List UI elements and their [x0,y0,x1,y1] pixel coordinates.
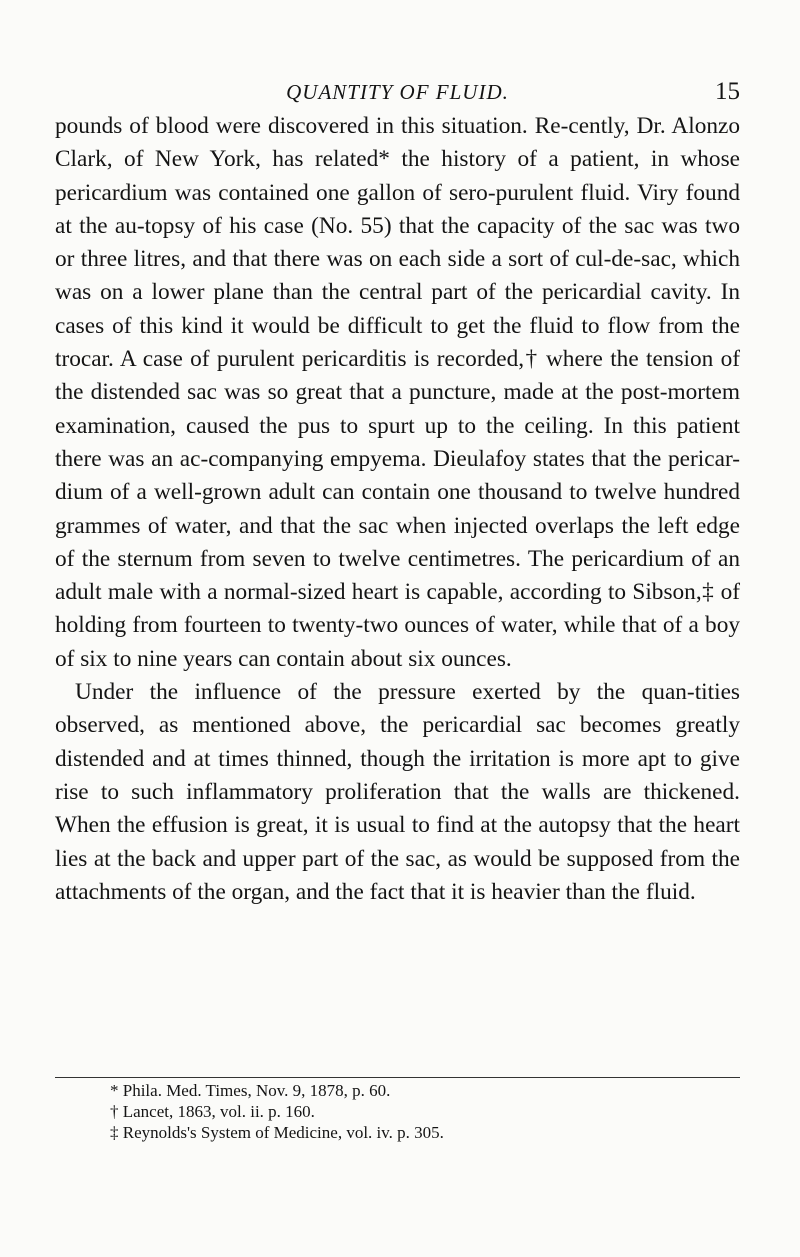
page-number: 15 [715,78,740,105]
page-header [55,80,740,110]
paragraph-1: pounds of blood were discovered in this situation. Re-cently, Dr. Alonzo Clark, of New York, has related* the history of a patient, in whose pericardium was contained one gallon of sero-purulent fluid. Viry found at the au-topsy of his case (No. 55) that the capacity of the sac was two or three litres, and that there was on each side a sort of cul-de-sac, which was on a lower plane than the central part of the pericardial cavity. In cases of this kind it would be difficult to get the fluid to flow from the trocar. A case of purulent pericarditis is recorded,† where the tension of the distended sac was so great that a puncture, made at the post-mortem examination, caused the pus to spurt up to the ceiling. In this patient there was an ac-companying empyema. Dieulafoy states that the pericar-dium of a well-grown adult can contain one thousand to twelve hundred grammes of water, and that the sac when injected overlaps the left edge of the sternum from seven to twelve centimetres. The pericardium of an adult male with a normal-sized heart is capable, according to Sibson,‡ of holding from fourteen to twenty-two ounces of water, while that of a boy of six to nine years can contain about six ounces. [55,113,740,672]
footnotes [110,1080,710,1143]
paragraph-2: Under the influence of the pressure exerted by the quan-tities observed, as mentioned above, the pericardial sac becomes greatly distended and at times thinned, though the irritation is more apt to give rise to such inflammatory proliferation that the walls are thickened. When the effusion is great, it is usual to find at the autopsy that the heart lies at the back and upper part of the sac, as would be supposed from the attachments of the organ, and the fact that it is heavier than the fluid. [55,679,740,905]
body-text [55,110,740,909]
footnote-1: * Phila. Med. Times, Nov. 9, 1878, p. 60. [110,1081,391,1100]
footnote-2: † Lancet, 1863, vol. ii. p. 160. [110,1102,315,1121]
footnote-3: ‡ Reynolds's System of Medicine, vol. iv. p. 305. [110,1123,444,1142]
running-head: QUANTITY OF FLUID. [286,80,509,104]
footnote-divider [55,1077,740,1078]
